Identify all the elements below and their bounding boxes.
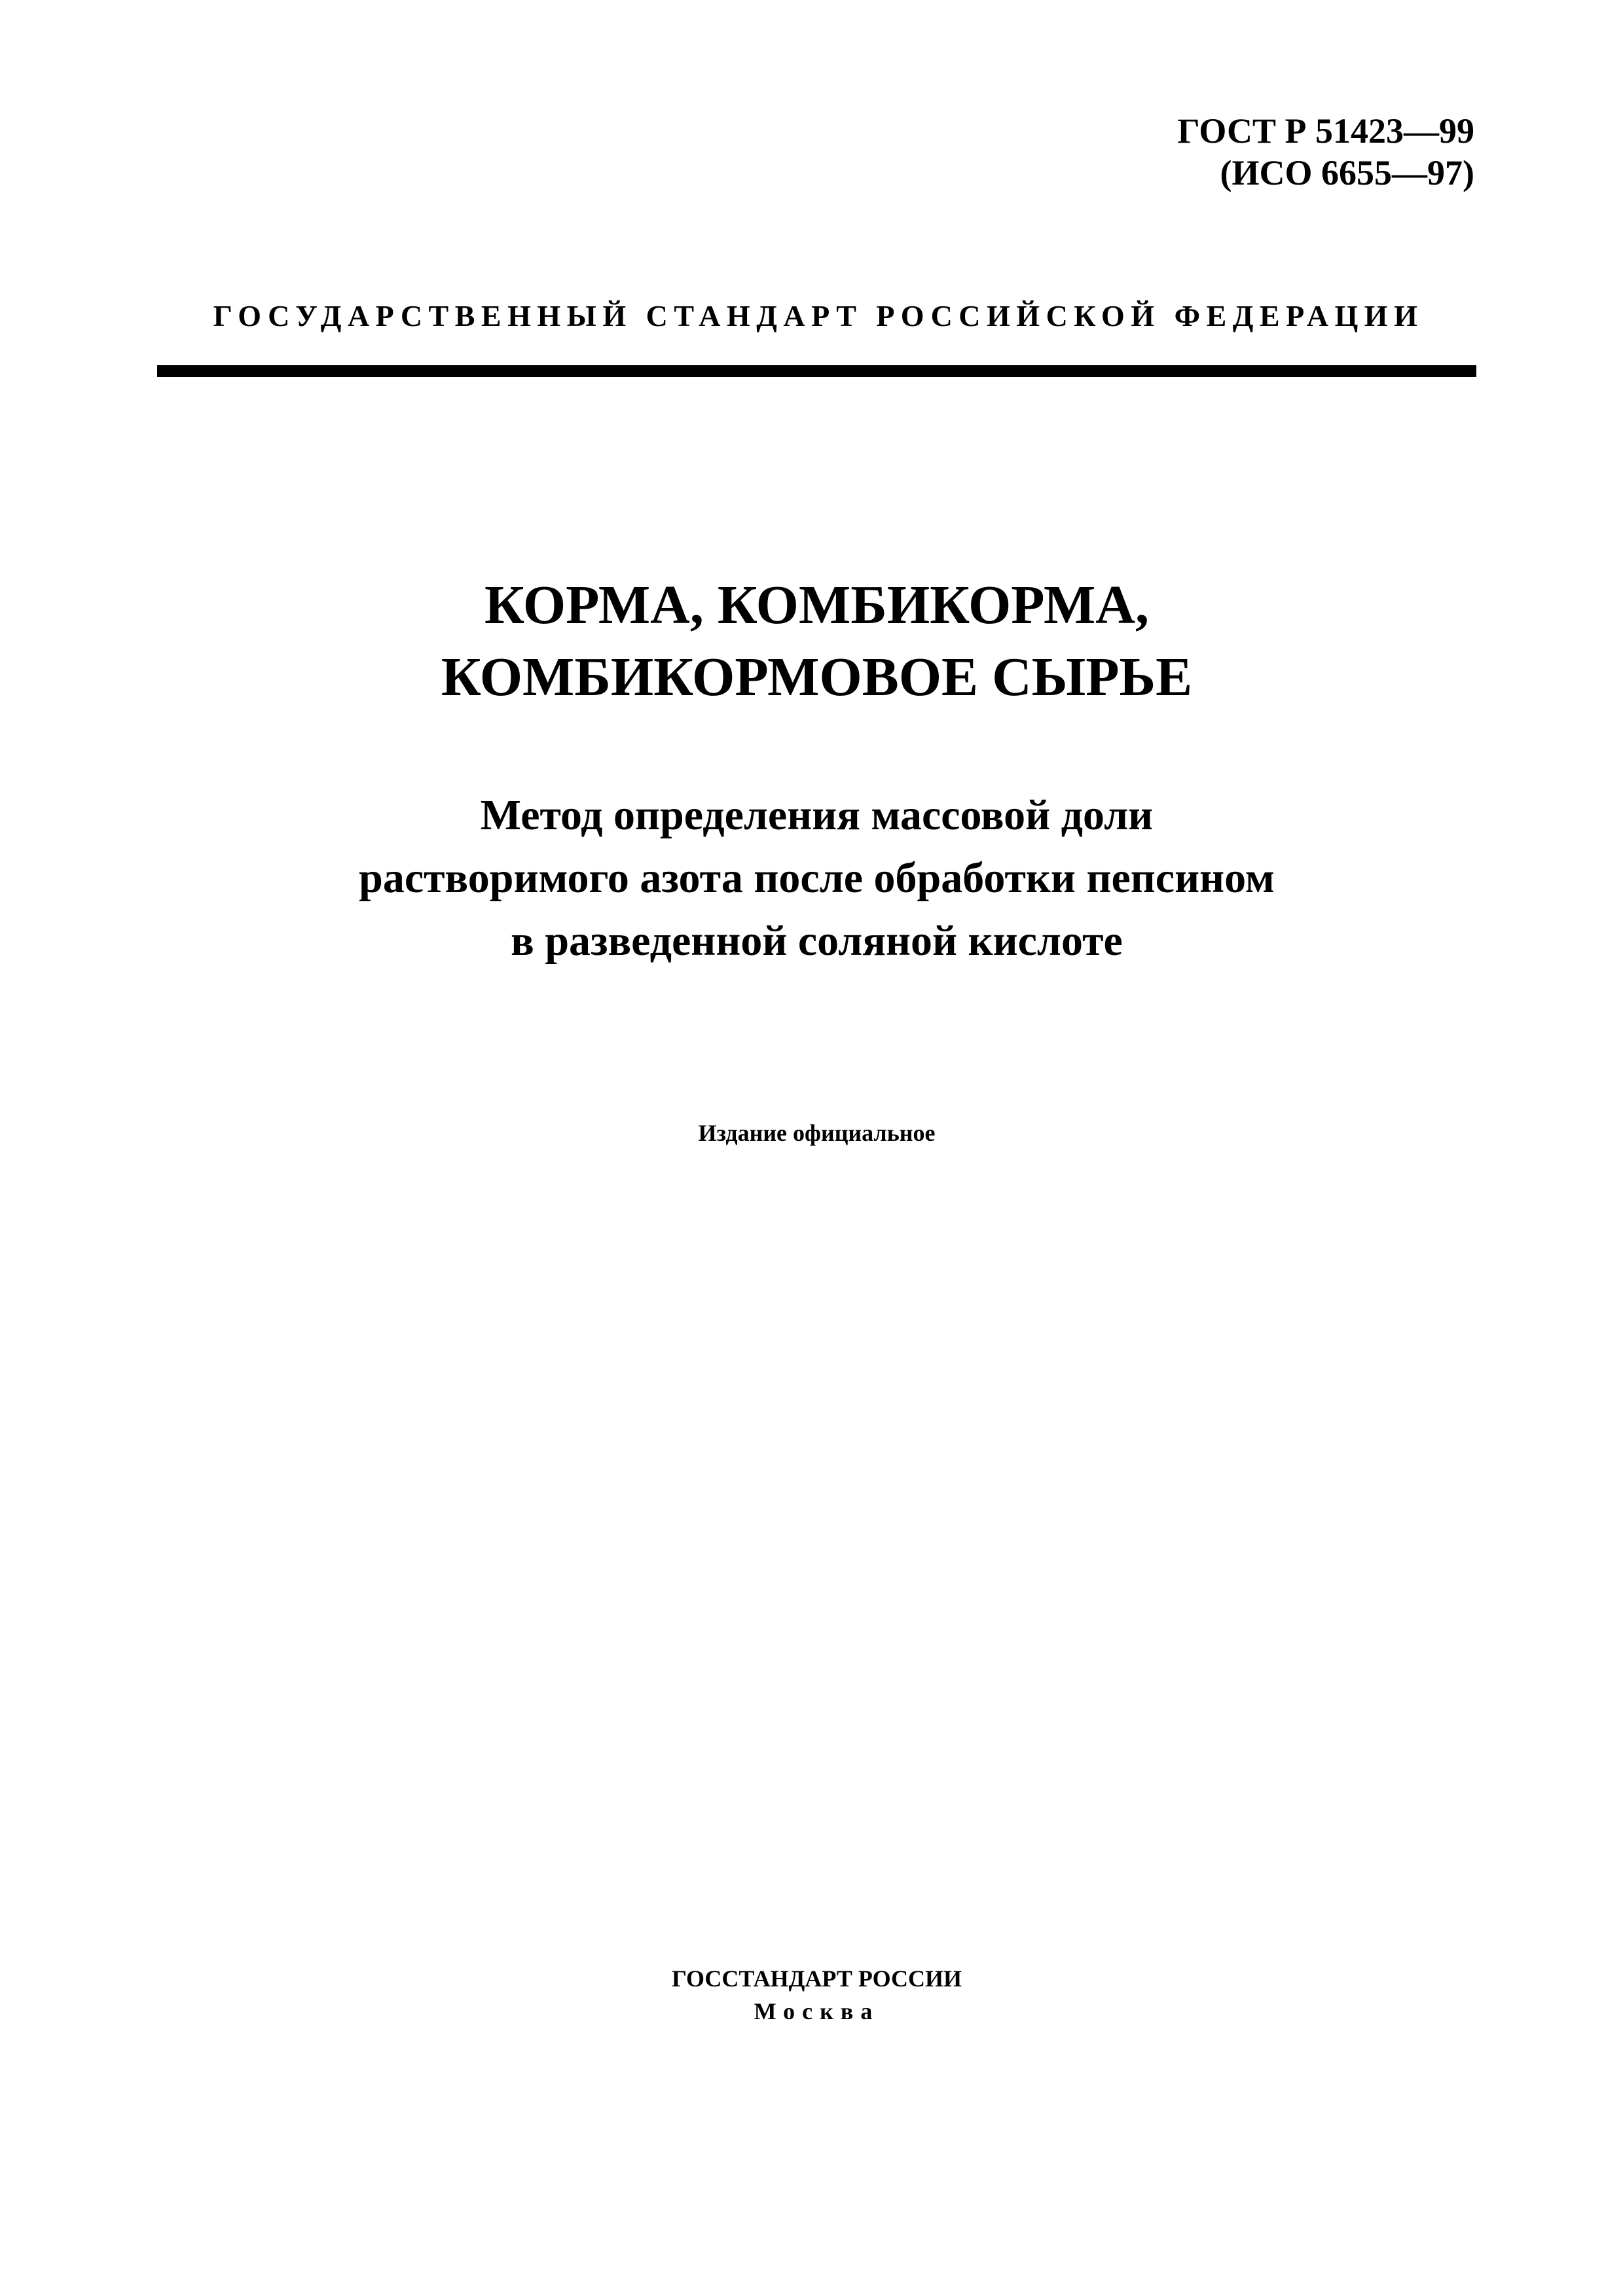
title-line-2: КОМБИКОРМОВОЕ СЫРЬЕ xyxy=(441,647,1193,708)
edition-label: Издание официальное xyxy=(698,1120,936,1146)
publisher-city: Москва xyxy=(754,1998,880,2024)
header-divider xyxy=(157,365,1476,377)
iso-reference: (ИСО 6655—97) xyxy=(1220,153,1474,192)
document-subtitle xyxy=(157,784,1476,973)
document-code xyxy=(1177,110,1474,194)
subtitle-line-2: растворимого азота после обработки пепсином xyxy=(359,854,1275,902)
publisher-name: ГОССТАНДАРТ РОССИИ xyxy=(671,1965,962,1992)
document-title xyxy=(157,569,1476,713)
publisher-block xyxy=(157,1962,1476,2028)
standard-number: ГОСТ Р 51423—99 xyxy=(1177,111,1474,151)
title-line-1: КОРМА, КОМБИКОРМА, xyxy=(484,575,1149,636)
standard-header: ГОСУДАРСТВЕННЫЙ СТАНДАРТ РОССИЙСКОЙ ФЕДЕРАЦИИ xyxy=(213,299,1424,332)
subtitle-line-1: Метод определения массовой доли xyxy=(480,791,1154,839)
subtitle-line-3: в разведенной соляной кислоте xyxy=(511,917,1123,965)
